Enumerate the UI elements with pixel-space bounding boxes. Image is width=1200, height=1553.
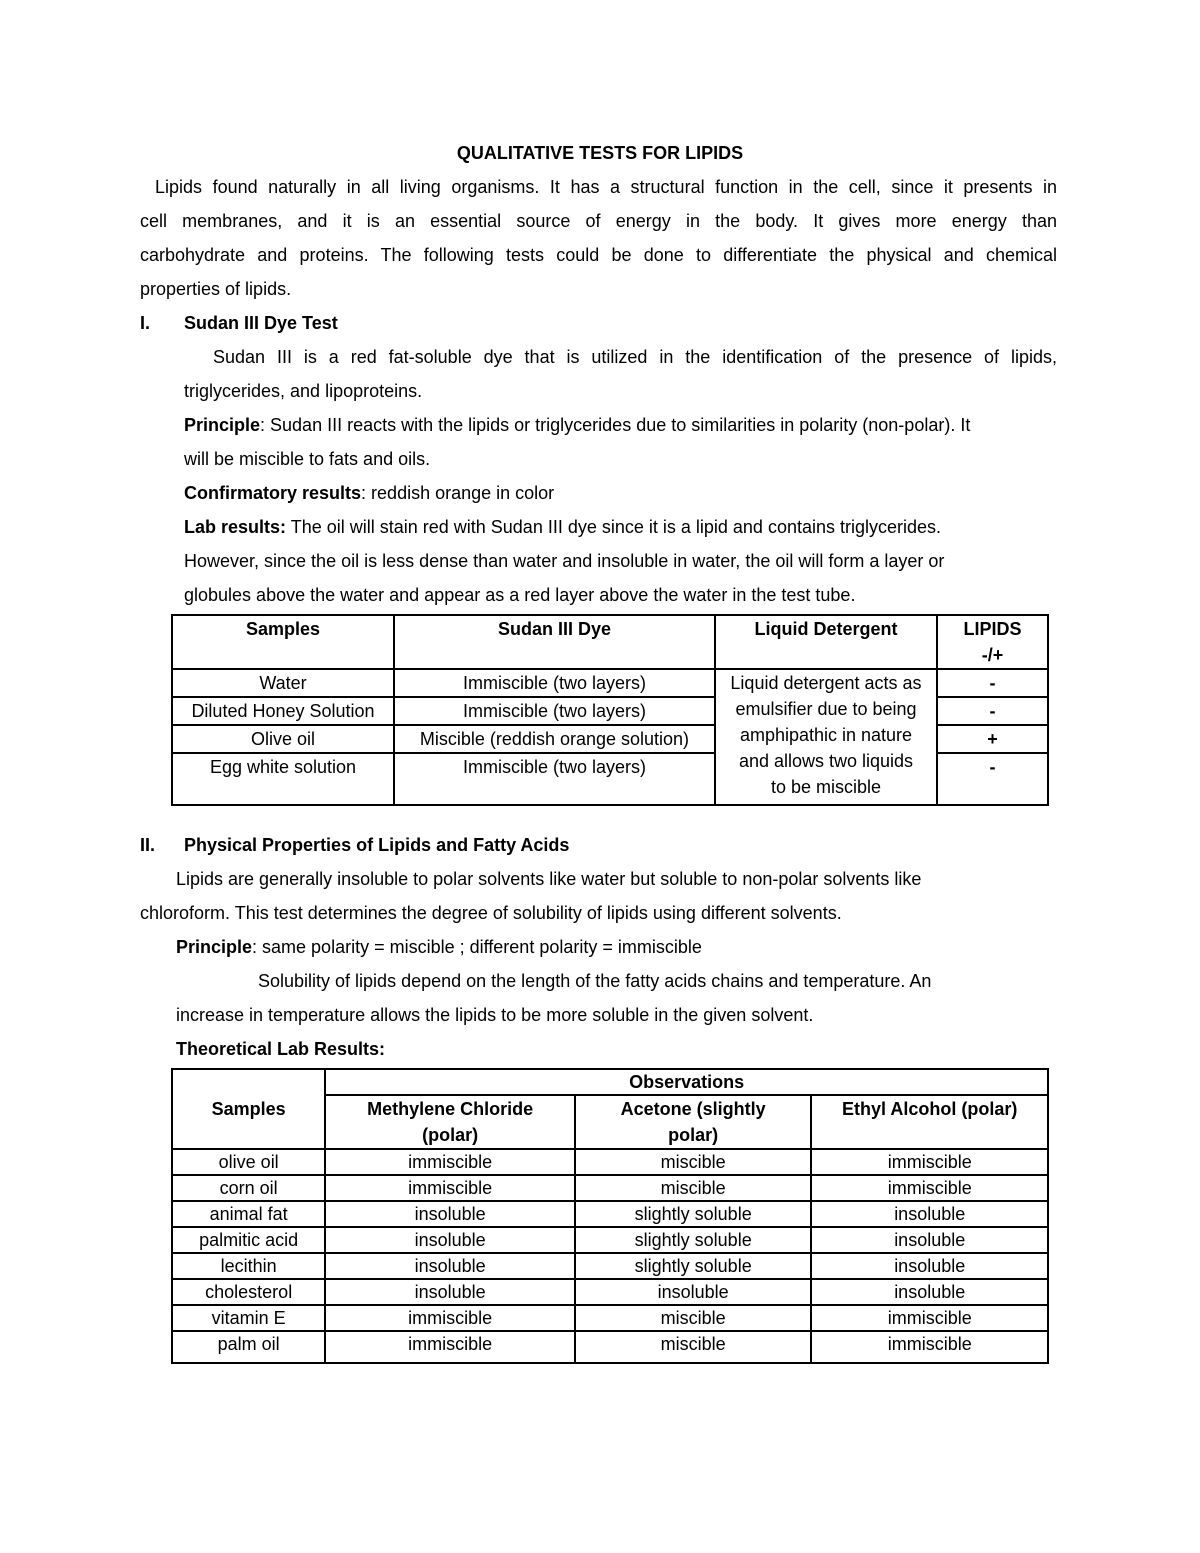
principle-text: : Sudan III reacts with the lipids or triglycerides due to similarities in polarity (non-polar). It xyxy=(260,415,971,435)
intro-line: Lipids found naturally in all living organisms. It has a structural function in the cell, since it presents in xyxy=(155,177,1057,197)
lipids-cell: - xyxy=(937,669,1048,697)
principle-line xyxy=(184,414,970,436)
ethyl-alcohol-cell: immiscible xyxy=(811,1305,1048,1331)
sudan-cell: Immiscible (two layers) xyxy=(394,753,715,805)
section-numeral: II. xyxy=(140,835,156,855)
ethyl-alcohol-cell: insoluble xyxy=(811,1253,1048,1279)
table-header-row xyxy=(172,1069,1048,1095)
table-row xyxy=(172,1201,1048,1227)
acetone-cell: miscible xyxy=(575,1149,812,1175)
column-header: Acetone (slightly polar) xyxy=(575,1095,812,1149)
sudan-cell: Miscible (reddish orange solution) xyxy=(394,725,715,753)
ethyl-alcohol-cell: immiscible xyxy=(811,1331,1048,1363)
acetone-cell: insoluble xyxy=(575,1279,812,1305)
section-heading: Sudan III Dye Test xyxy=(184,313,338,333)
principle-label: Principle xyxy=(176,937,253,957)
methylene-chloride-cell: insoluble xyxy=(325,1253,575,1279)
column-header: Sudan III Dye xyxy=(394,615,715,669)
lab-results-line xyxy=(184,516,941,538)
acetone-cell: miscible xyxy=(575,1331,812,1363)
column-header: Liquid Detergent xyxy=(715,615,937,669)
table-row xyxy=(172,1227,1048,1253)
column-header: Methylene Chloride (polar) xyxy=(325,1095,575,1149)
confirm-label: Confirmatory results xyxy=(184,483,362,503)
ethyl-alcohol-cell: insoluble xyxy=(811,1201,1048,1227)
table-header-row xyxy=(172,615,1048,669)
methylene-chloride-cell: insoluble xyxy=(325,1279,575,1305)
physical-desc-line: Lipids are generally insoluble to polar solvents like water but soluble to non-polar solvents like xyxy=(176,869,922,889)
sample-cell: lecithin xyxy=(172,1253,325,1279)
solubility-line: increase in temperature allows the lipids to be more soluble in the given solvent. xyxy=(176,1005,814,1025)
sudan-cell: Immiscible (two layers) xyxy=(394,669,715,697)
principle-line xyxy=(176,936,702,958)
column-header: LIPIDS -/+ xyxy=(937,615,1048,669)
sample-cell: Egg white solution xyxy=(172,753,394,805)
methylene-chloride-cell: immiscible xyxy=(325,1149,575,1175)
intro-line: cell membranes, and it is an essential source of energy in the body. It gives more energy than xyxy=(140,211,1057,231)
table-row xyxy=(172,1253,1048,1279)
table-row xyxy=(172,1305,1048,1331)
sample-cell: animal fat xyxy=(172,1201,325,1227)
detergent-note-cell: Liquid detergent acts as emulsifier due to being amphipathic in nature and allows two liquids to be miscible xyxy=(715,669,937,805)
ethyl-alcohol-cell: immiscible xyxy=(811,1149,1048,1175)
table-row xyxy=(172,1279,1048,1305)
acetone-cell: slightly soluble xyxy=(575,1227,812,1253)
ethyl-alcohol-cell: immiscible xyxy=(811,1175,1048,1201)
ethyl-alcohol-cell: insoluble xyxy=(811,1279,1048,1305)
sudan-results-table xyxy=(171,614,1049,806)
lipids-cell: - xyxy=(937,697,1048,725)
lab-results-line: globules above the water and appear as a red layer above the water in the test tube. xyxy=(184,585,856,605)
physical-desc-line: chloroform. This test determines the degree of solubility of lipids using different solvents. xyxy=(140,903,842,923)
table-row xyxy=(172,1331,1048,1363)
methylene-chloride-cell: immiscible xyxy=(325,1175,575,1201)
ethyl-alcohol-cell: insoluble xyxy=(811,1227,1048,1253)
theoretical-results-label: Theoretical Lab Results: xyxy=(176,1039,386,1059)
lipids-cell: + xyxy=(937,725,1048,753)
column-header: Ethyl Alcohol (polar) xyxy=(811,1095,1048,1149)
solubility-line: Solubility of lipids depend on the length of the fatty acids chains and temperature. An xyxy=(258,971,932,991)
sample-cell: palm oil xyxy=(172,1331,325,1363)
methylene-chloride-cell: insoluble xyxy=(325,1201,575,1227)
acetone-cell: miscible xyxy=(575,1305,812,1331)
sample-cell: corn oil xyxy=(172,1175,325,1201)
sample-cell: Diluted Honey Solution xyxy=(172,697,394,725)
sample-cell: Olive oil xyxy=(172,725,394,753)
sample-cell: palmitic acid xyxy=(172,1227,325,1253)
confirm-line xyxy=(184,482,554,504)
table-row xyxy=(172,1175,1048,1201)
table-row xyxy=(172,669,1048,697)
sample-cell: Water xyxy=(172,669,394,697)
principle-label: Principle xyxy=(184,415,261,435)
lipids-cell: - xyxy=(937,753,1048,805)
acetone-cell: miscible xyxy=(575,1175,812,1201)
principle-cont: will be miscible to fats and oils. xyxy=(184,449,431,469)
lab-results-label: Lab results: xyxy=(184,517,287,537)
principle-text: : same polarity = miscible ; different polarity = immiscible xyxy=(252,937,702,957)
column-header: Samples xyxy=(172,1069,325,1149)
sudan-cell: Immiscible (two layers) xyxy=(394,697,715,725)
section-heading: Physical Properties of Lipids and Fatty Acids xyxy=(184,835,570,855)
intro-line: properties of lipids. xyxy=(140,279,292,299)
column-header: Samples xyxy=(172,615,394,669)
sudan-desc-line: Sudan III is a red fat-soluble dye that is utilized in the identification of the presence of lipids, xyxy=(213,347,1057,367)
table-row xyxy=(172,1149,1048,1175)
section-numeral: I. xyxy=(140,313,151,333)
intro-line: carbohydrate and proteins. The following tests could be done to differentiate the physical and chemical xyxy=(140,245,1057,265)
acetone-cell: slightly soluble xyxy=(575,1253,812,1279)
acetone-cell: slightly soluble xyxy=(575,1201,812,1227)
methylene-chloride-cell: immiscible xyxy=(325,1331,575,1363)
observations-header: Observations xyxy=(325,1069,1048,1095)
page-title: QUALITATIVE TESTS FOR LIPIDS xyxy=(456,143,744,163)
sample-cell: cholesterol xyxy=(172,1279,325,1305)
methylene-chloride-cell: insoluble xyxy=(325,1227,575,1253)
confirm-text: : reddish orange in color xyxy=(361,483,555,503)
lab-results-line: However, since the oil is less dense than water and insoluble in water, the oil will form a layer or xyxy=(184,551,945,571)
methylene-chloride-cell: immiscible xyxy=(325,1305,575,1331)
lab-results-text: The oil will stain red with Sudan III dye since it is a lipid and contains triglycerides. xyxy=(286,517,942,537)
sample-cell: olive oil xyxy=(172,1149,325,1175)
sudan-desc-line: triglycerides, and lipoproteins. xyxy=(184,381,423,401)
solubility-results-table xyxy=(171,1068,1049,1364)
sample-cell: vitamin E xyxy=(172,1305,325,1331)
